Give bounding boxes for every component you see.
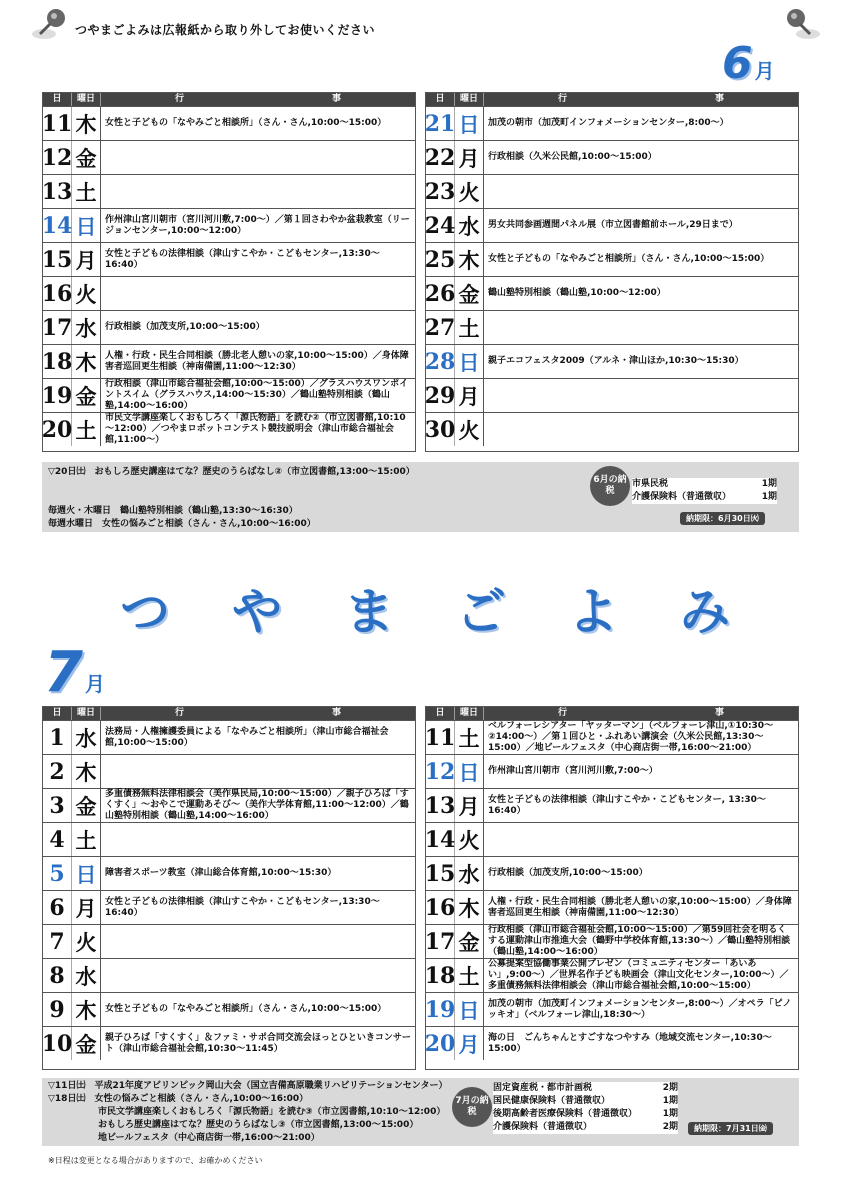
table-header — [43, 93, 415, 106]
calendar-row — [426, 890, 798, 924]
tax-name: 市県民税 — [632, 479, 669, 489]
calendar-row — [43, 958, 415, 992]
event-text: 人権・行政・民生合同相談（勝北老人憩いの家,10:00～15:00）／身体障害者巡回更生相談（神南備園,11:00～12:30） — [488, 896, 792, 918]
june-tax-badge: 6月の納税 — [590, 466, 630, 506]
event-text: 鶴山塾特別相談（鶴山塾,10:00～12:00） — [488, 288, 666, 298]
day-number: 29 — [426, 379, 455, 412]
calendar-row — [426, 344, 798, 378]
calendar-row — [43, 140, 415, 174]
header-event — [484, 93, 798, 106]
event-text — [101, 755, 415, 788]
july-table-right — [425, 706, 799, 1070]
tax-line — [493, 1121, 678, 1134]
calendar-row — [43, 378, 415, 412]
calendar-row — [43, 242, 415, 276]
calendar-row — [43, 208, 415, 242]
calendar-row — [426, 310, 798, 344]
header-event-1: 行 — [174, 94, 184, 104]
day-number: 14 — [43, 209, 72, 242]
title-char: み — [680, 583, 730, 641]
title-char: や — [232, 583, 282, 641]
event-text: 市民文学講座楽しくおもしろく「源氏物語」を読む②（市立図書館,10:10～12:00）／つやまロボットコンテスト競技説明会（津山市総合福祉会館,11:00～） — [105, 413, 406, 445]
header-event — [101, 707, 415, 720]
weekday: 金 — [72, 1027, 101, 1060]
tax-period: 1期 — [662, 1096, 678, 1106]
header-event-2: 事 — [714, 708, 724, 718]
weekday: 月 — [72, 243, 101, 276]
weekday: 水 — [72, 721, 101, 754]
weekday: 日 — [455, 107, 484, 140]
day-number: 15 — [43, 243, 72, 276]
july-table-left — [42, 706, 416, 1070]
weekday: 月 — [455, 379, 484, 412]
july-note-3: 市民文学講座楽しくおもしろく「源氏物語」を読む③（市立図書館,10:10～12:00） — [98, 1107, 446, 1117]
header-event-2: 事 — [714, 94, 724, 104]
event-text — [484, 379, 798, 412]
event-text: 女性と子どもの「なやみごと相談所」（さん・さん,10:00～15:00） — [488, 254, 770, 264]
calendar-row — [43, 822, 415, 856]
header-day: 日 — [43, 707, 72, 720]
table-header — [426, 93, 798, 106]
event-text: 行政相談（津山市総合福祉会館,10:00～15:00）／グラスハウスワンポイントスイム（グラスハウス,14:00～15:30）／鶴山塾特別相談（鶴山塾,14:00～16:00） — [105, 379, 409, 411]
title-char: つ — [120, 583, 170, 641]
tax-period: 2期 — [662, 1122, 678, 1132]
weekday: 水 — [455, 209, 484, 242]
july-deadline: 納期限：7月31日㈮ — [688, 1122, 773, 1135]
event-text: 男女共同参画週間パネル展（市立図書館前ホール,29日まで） — [488, 220, 738, 230]
weekday: 水 — [72, 311, 101, 344]
tax-name: 固定資産税・都市計画税 — [493, 1083, 593, 1093]
calendar-row — [426, 208, 798, 242]
july-tax-badge: 7月の納税 — [452, 1087, 492, 1127]
tax-name: 介護保険料（普通徴収） — [632, 492, 732, 502]
weekday: 土 — [455, 959, 484, 992]
event-text — [484, 413, 798, 446]
weekday: 土 — [72, 175, 101, 208]
tax-line — [493, 1082, 678, 1095]
calendar-row — [426, 174, 798, 208]
july-note-5: 地ビールフェスタ（中心商店街一帯,16:00～21:00） — [98, 1133, 320, 1143]
title-char: よ — [568, 583, 618, 641]
day-number: 15 — [426, 857, 455, 890]
day-number: 12 — [43, 141, 72, 174]
calendar-row — [43, 106, 415, 140]
calendar-row — [426, 720, 798, 754]
day-number: 23 — [426, 175, 455, 208]
tax-line — [632, 478, 777, 491]
weekday: 月 — [72, 891, 101, 924]
day-number: 13 — [426, 789, 455, 822]
day-number: 11 — [43, 107, 72, 140]
weekday: 月 — [455, 141, 484, 174]
tax-line — [632, 491, 777, 504]
weekday: 土 — [455, 721, 484, 754]
day-number: 17 — [426, 925, 455, 958]
event-text: 海の日 ごんちゃんとすごすなつやすみ（地域交流センター,10:30～15:00） — [488, 1032, 772, 1054]
tax-period: 1期 — [662, 1109, 678, 1119]
weekday: 金 — [455, 277, 484, 310]
event-text — [101, 925, 415, 958]
weekday: 日 — [455, 345, 484, 378]
event-text — [484, 311, 798, 344]
event-text: 加茂の朝市（加茂町インフォメーションセンター,8:00～） — [488, 118, 729, 128]
calendar-row — [426, 412, 798, 446]
calendar-row — [426, 754, 798, 788]
day-number: 20 — [426, 1027, 455, 1060]
calendar-row — [43, 754, 415, 788]
calendar-row — [43, 992, 415, 1026]
day-number: 4 — [43, 823, 72, 856]
june-table-right — [425, 92, 799, 452]
title-char: ま — [344, 583, 394, 641]
calendar-row — [43, 174, 415, 208]
table-header — [43, 707, 415, 720]
weekday: 火 — [455, 823, 484, 856]
weekday: 木 — [72, 345, 101, 378]
day-number: 21 — [426, 107, 455, 140]
day-number: 7 — [43, 925, 72, 958]
event-text: 障害者スポーツ教室（津山総合体育館,10:00～15:30） — [105, 868, 337, 878]
calendar-row — [43, 344, 415, 378]
june-table-left — [42, 92, 416, 452]
event-text — [101, 959, 415, 992]
weekday: 月 — [455, 1027, 484, 1060]
tax-name: 後期高齢者医療保険料（普通徴収） — [493, 1109, 638, 1119]
day-number: 16 — [43, 277, 72, 310]
tax-period: 2期 — [662, 1083, 678, 1093]
day-number: 19 — [426, 993, 455, 1026]
event-text — [484, 175, 798, 208]
calendar-row — [43, 310, 415, 344]
header-day: 日 — [43, 93, 72, 106]
weekday: 土 — [72, 823, 101, 856]
event-text: 作州津山宮川朝市（宮川河川敷,7:00～） — [488, 766, 658, 776]
calendar-row — [43, 856, 415, 890]
day-number: 14 — [426, 823, 455, 856]
header-event-1: 行 — [174, 708, 184, 718]
header-event — [101, 93, 415, 106]
weekday: 木 — [72, 107, 101, 140]
weekday: 金 — [72, 789, 101, 822]
day-number: 20 — [43, 413, 72, 446]
day-number: 22 — [426, 141, 455, 174]
event-text: 女性と子どもの法律相談（津山すこやか・こどもセンター,13:30～16:40） — [105, 896, 380, 918]
header-event-1: 行 — [557, 708, 567, 718]
event-text — [101, 141, 415, 174]
day-number: 18 — [43, 345, 72, 378]
event-text: 行政相談（津山市総合福祉会館,10:00～15:00）／第59回社会を明るくする運動津山市推進大会（鶴野中学校体育館,13:30～）／鶴山塾特別相談（鶴山塾,14:00～16:00） — [488, 925, 791, 957]
header-day: 日 — [426, 707, 455, 720]
calendar-row — [426, 242, 798, 276]
event-text: 法務局・人権擁護委員による「なやみごと相談所」（津山市総合福祉会館,10:00～15:00） — [105, 726, 389, 748]
event-text: 行政相談（加茂支所,10:00～15:00） — [105, 322, 265, 332]
calendar-row — [426, 140, 798, 174]
weekday: 日 — [72, 209, 101, 242]
june-note-1: ▽20日㈯ おもしろ歴史講座はてな？歴史のうらばなし②（市立図書館,13:00～15:00） — [48, 467, 415, 477]
day-number: 27 — [426, 311, 455, 344]
weekday: 水 — [72, 959, 101, 992]
calendar-row — [426, 992, 798, 1026]
calendar-row — [426, 958, 798, 992]
tax-name: 国民健康保険料（普通徴収） — [493, 1096, 611, 1106]
calendar-row — [426, 822, 798, 856]
event-text: 加茂の朝市（加茂町インフォメーションセンター,8:00～）／オペラ「ピノッキオ」（ベルフォーレ津山,18:30～） — [488, 998, 792, 1020]
day-number: 30 — [426, 413, 455, 446]
weekday: 土 — [455, 311, 484, 344]
july-note-1: ▽11日㈯ 平成21年度アビリンピック岡山大会（国立吉備高原職業リハビリテーションセンター） — [48, 1081, 448, 1091]
june-deadline: 納期限：6月30日㈫ — [680, 512, 765, 525]
header-event-1: 行 — [557, 94, 567, 104]
june-tax-list — [632, 478, 777, 504]
tax-period: 1期 — [761, 479, 777, 489]
pushpin-icon — [30, 8, 70, 42]
tax-period: 1期 — [761, 492, 777, 502]
weekday: 日 — [72, 857, 101, 890]
pushpin-icon — [782, 8, 822, 42]
event-text: 親子ひろば「すくすく」＆ファミ・サポ合同交流会ほっとひといきコンサート（津山市総合福祉会館,10:30～11:45） — [105, 1032, 411, 1054]
notice-text: つやまごよみは広報紙から取り外してお使いください — [75, 23, 376, 37]
day-number: 9 — [43, 993, 72, 1026]
event-text: 女性と子どもの法律相談（津山すこやか・こどもセンター, 13:30～16:40） — [488, 794, 766, 816]
day-number: 1 — [43, 721, 72, 754]
day-number: 10 — [43, 1027, 72, 1060]
july-tax-list — [493, 1082, 678, 1134]
title-char: ご — [456, 583, 506, 641]
event-text: 公募提案型協働事業公開プレゼン（コミュニティセンター「あいあい」,9:00～）／世界名作子ども映画会（津山文化センター,10:00～）／多重債務無料法律相談会（津山市総合福祉会館,10:00～15:00） — [488, 959, 789, 991]
calendar-row — [43, 788, 415, 822]
header-event — [484, 707, 798, 720]
footnote: ※日程は変更となる場合がありますので、お確かめください — [48, 1156, 263, 1165]
table-header — [426, 707, 798, 720]
july-note-2: ▽18日㈯ 女性の悩みごと相談（さん・さん,10:00～16:00） — [48, 1094, 309, 1104]
event-text — [101, 175, 415, 208]
june-note-3: 毎週水曜日 女性の悩みごと相談（さん・さん,10:00～16:00） — [48, 519, 316, 529]
day-number: 12 — [426, 755, 455, 788]
calendar-row — [43, 1026, 415, 1060]
day-number: 25 — [426, 243, 455, 276]
event-text: 女性と子どもの「なやみごと相談所」（さん・さん,10:00～15:00） — [105, 1004, 387, 1014]
weekday: 水 — [455, 857, 484, 890]
weekday: 土 — [72, 413, 101, 446]
calendar-row — [426, 1026, 798, 1060]
event-text — [101, 277, 415, 310]
event-text: 多重債務無料法律相談会（美作県民局,10:00～15:00）／親子ひろば「すくすく」～おやこで運動あそび～（美作大学体育館,11:00～12:00）／鶴山塾特別相談（鶴山塾,14:00～16:00） — [105, 789, 409, 821]
event-text — [101, 823, 415, 856]
header-event-2: 事 — [331, 94, 341, 104]
event-text: 作州津山宮川朝市（宮川河川敷,7:00～）／第１回さわやか盆栽教室（リージョンセンター,10:00～12:00） — [105, 214, 410, 236]
day-number: 11 — [426, 721, 455, 754]
june-heading: 6 月 — [722, 38, 775, 89]
event-text: ベルフォーレシアター「ヤッターマン」（ベルフォーレ津山,①10:30～②14:00～）／第１回ひと・ふれあい講演会（久米公民館,13:30～15:00）／地ビールフェスタ（中心商店街一帯,16:00～21:00） — [488, 721, 774, 753]
tax-line — [493, 1095, 678, 1108]
weekday: 木 — [72, 755, 101, 788]
day-number: 5 — [43, 857, 72, 890]
event-text: 親子エコフェスタ2009（アルネ・津山ほか,10:30～15:30） — [488, 356, 744, 366]
weekday: 金 — [455, 925, 484, 958]
day-number: 17 — [43, 311, 72, 344]
day-number: 8 — [43, 959, 72, 992]
header-day: 日 — [426, 93, 455, 106]
calendar-row — [43, 924, 415, 958]
calendar-row — [426, 788, 798, 822]
july-note-4: おもしろ歴史講座はてな？歴史のうらばなし③（市立図書館,13:00～15:00） — [98, 1120, 419, 1130]
calendar-row — [426, 856, 798, 890]
day-number: 16 — [426, 891, 455, 924]
weekday: 火 — [455, 175, 484, 208]
weekday: 金 — [72, 141, 101, 174]
tax-line — [493, 1108, 678, 1121]
calendar-row — [426, 924, 798, 958]
weekday: 日 — [455, 755, 484, 788]
calendar-row — [426, 378, 798, 412]
day-number: 13 — [43, 175, 72, 208]
header-event-2: 事 — [331, 708, 341, 718]
day-number: 6 — [43, 891, 72, 924]
weekday: 金 — [72, 379, 101, 412]
june-note-2: 毎週火・木曜日 鶴山塾特別相談（鶴山塾,13:30～16:30） — [48, 506, 298, 516]
weekday: 火 — [72, 277, 101, 310]
header-weekday: 曜日 — [455, 707, 484, 720]
day-number: 26 — [426, 277, 455, 310]
day-number: 19 — [43, 379, 72, 412]
calendar-row — [426, 106, 798, 140]
tax-name: 介護保険料（普通徴収） — [493, 1122, 593, 1132]
header-weekday: 曜日 — [72, 93, 101, 106]
calendar-row — [43, 890, 415, 924]
page-title — [120, 572, 730, 644]
day-number: 2 — [43, 755, 72, 788]
day-number: 18 — [426, 959, 455, 992]
event-text: 女性と子どもの法律相談（津山すこやか・こどもセンター,13:30～16:40） — [105, 248, 380, 270]
event-text — [484, 823, 798, 856]
header-weekday: 曜日 — [455, 93, 484, 106]
header-weekday: 曜日 — [72, 707, 101, 720]
calendar-row — [426, 276, 798, 310]
weekday: 火 — [455, 413, 484, 446]
event-text: 女性と子どもの「なやみごと相談所」（さん・さん,10:00～15:00） — [105, 118, 387, 128]
calendar-row — [43, 720, 415, 754]
weekday: 火 — [72, 925, 101, 958]
weekday: 木 — [455, 891, 484, 924]
weekday: 木 — [72, 993, 101, 1026]
july-heading: 7 月 — [44, 640, 105, 705]
weekday: 木 — [455, 243, 484, 276]
calendar-row — [43, 276, 415, 310]
event-text: 行政相談（加茂支所,10:00～15:00） — [488, 868, 648, 878]
day-number: 24 — [426, 209, 455, 242]
day-number: 3 — [43, 789, 72, 822]
weekday: 日 — [455, 993, 484, 1026]
event-text: 行政相談（久米公民館,10:00～15:00） — [488, 152, 657, 162]
day-number: 28 — [426, 345, 455, 378]
event-text: 人権・行政・民生合同相談（勝北老人憩いの家,10:00～15:00）／身体障害者巡回更生相談（神南備園,11:00～12:30） — [105, 350, 409, 372]
calendar-row — [43, 412, 415, 446]
weekday: 月 — [455, 789, 484, 822]
